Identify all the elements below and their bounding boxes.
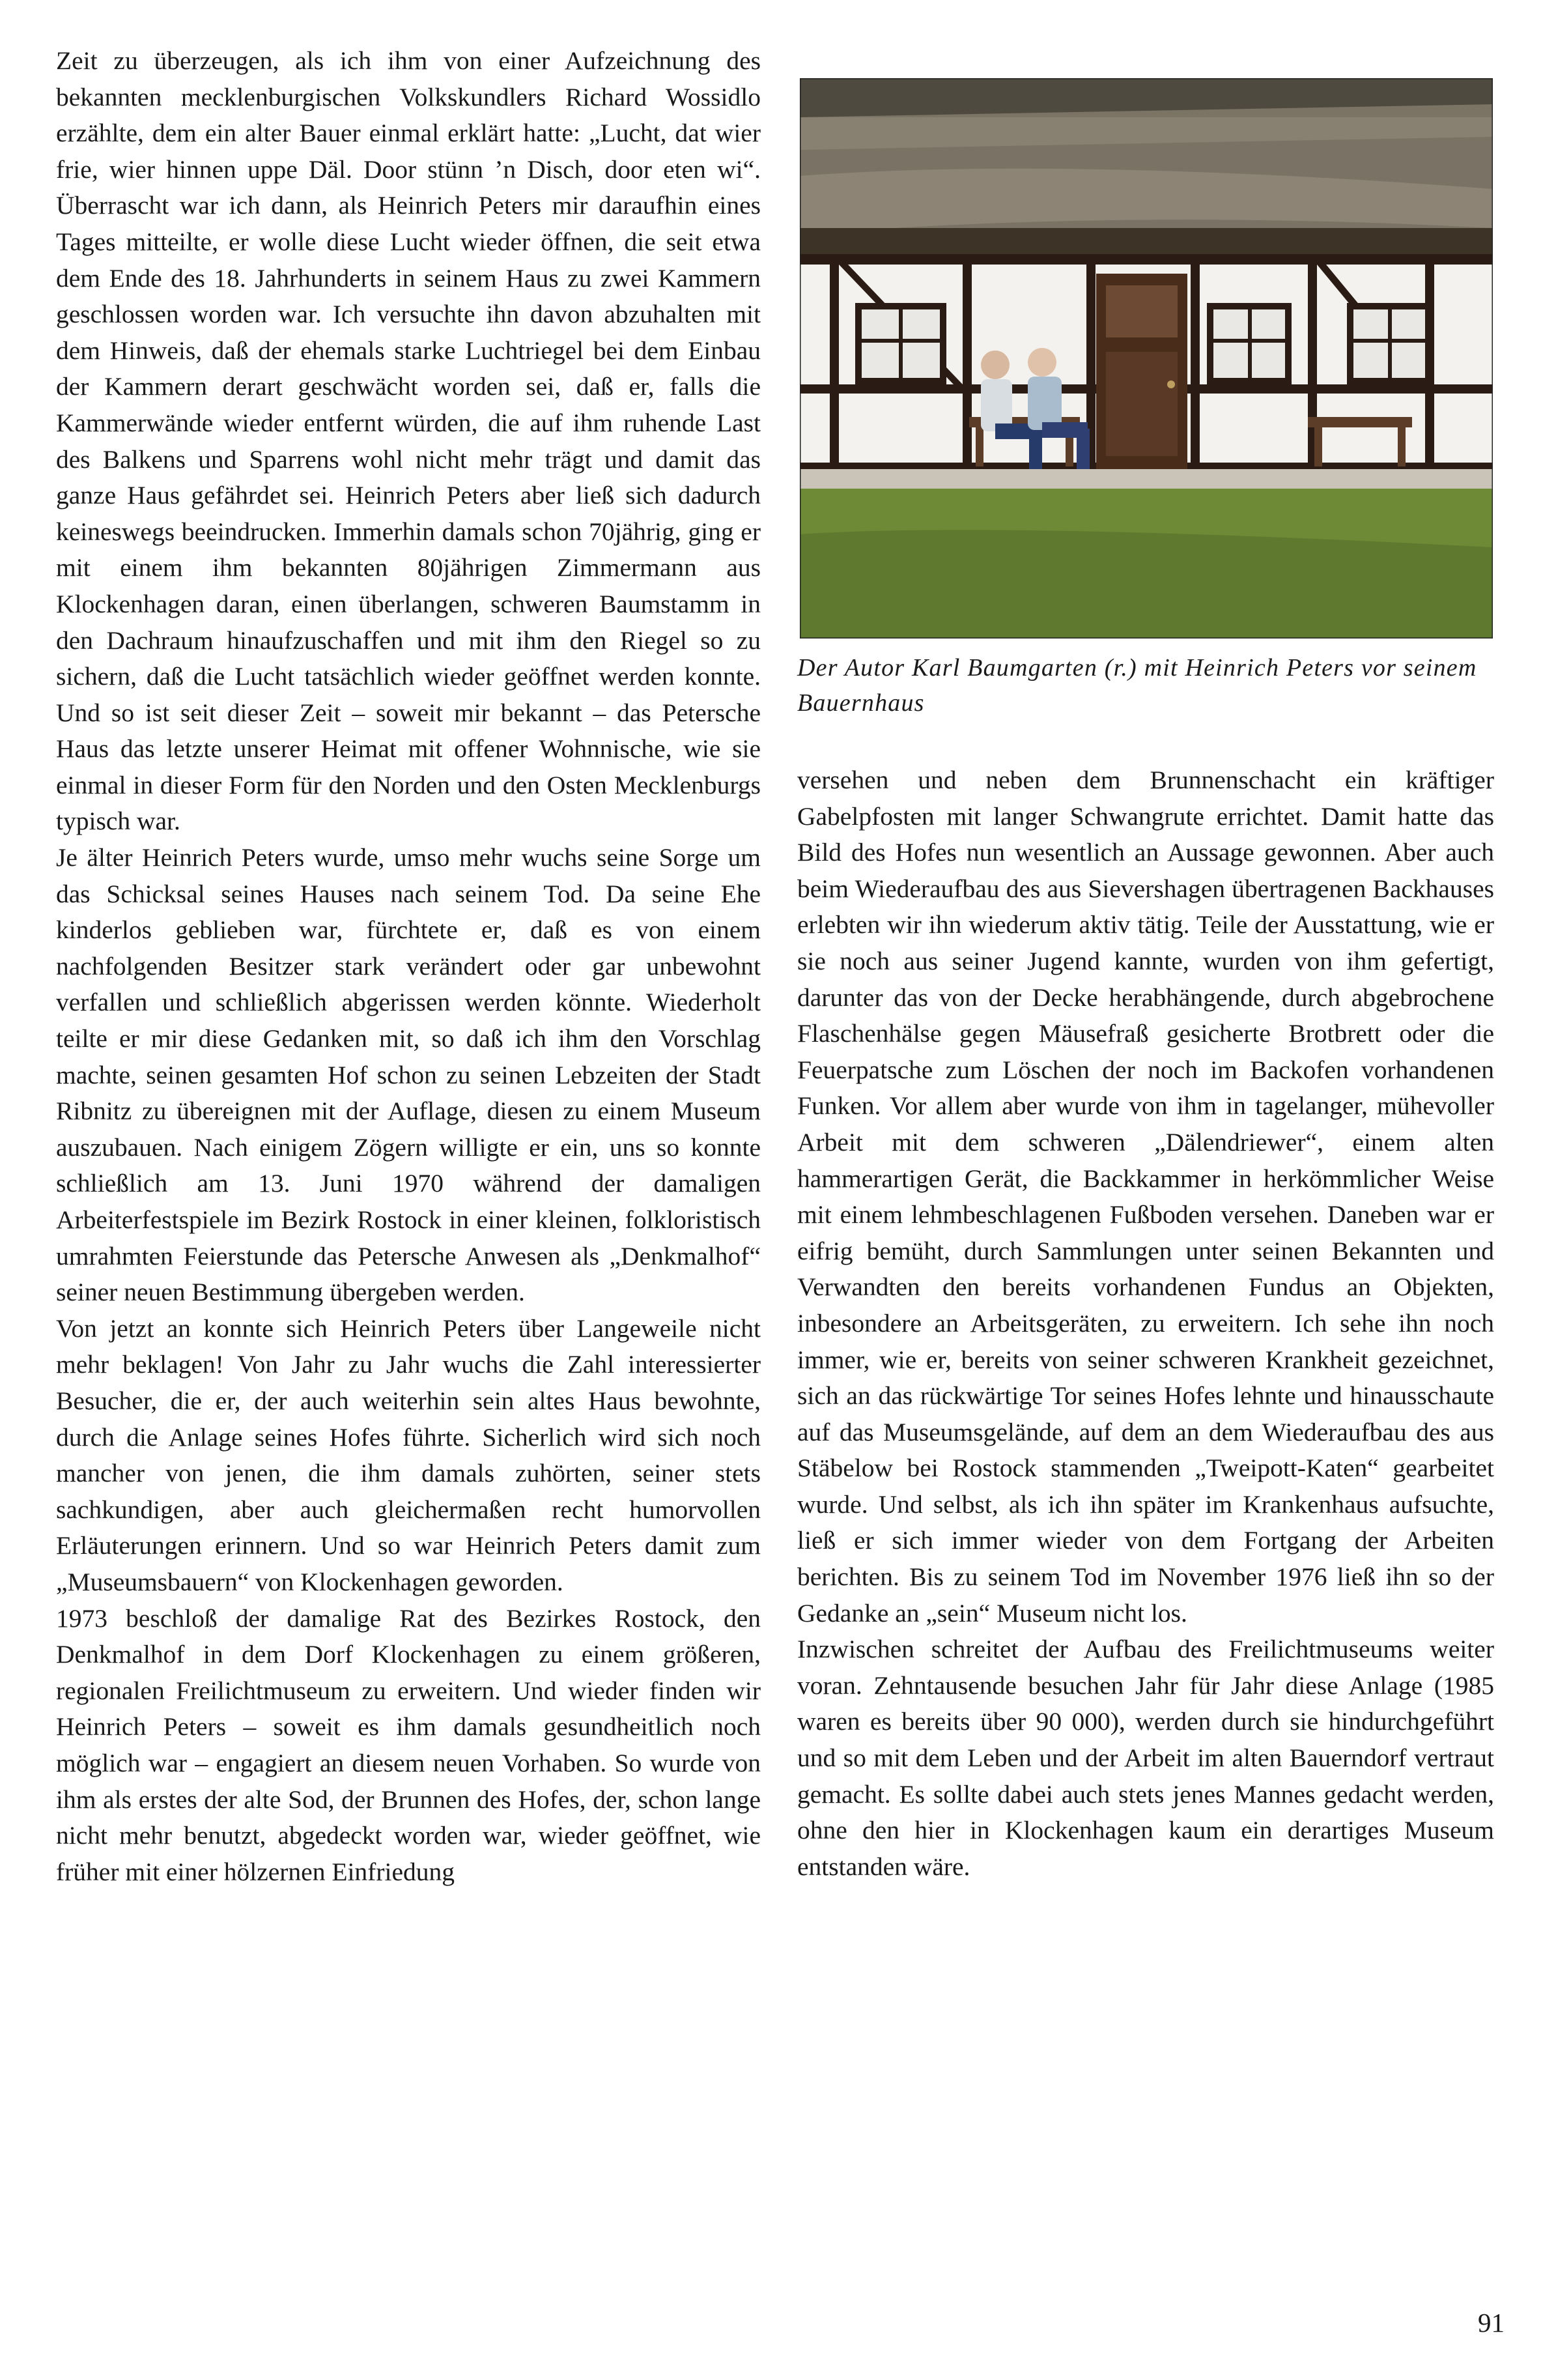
farmhouse-photo	[800, 78, 1493, 638]
paragraph: Inzwischen schreitet der Aufbau des Freilichtmuseums weiter voran. Zehntausende besuchen Jahr für Jahr diese Anlage (1985 waren es bereits über 90 000), werden durch sie hindurchgeführt und so mit dem Leben und der Arbeit im alten Bauerndorf vertraut gemacht. Es sollte dabei auch stets jenes Mannes gedacht werden, ohne den hier in Klockenhagen kaum ein derartiges Museum entstanden wäre.	[797, 1635, 1494, 1881]
paragraph: 1973 beschloß der damalige Rat des Bezirkes Rostock, den Denkmalhof in dem Dorf Klockenhagen zu einem größeren, regionalen Freilichtmuseum zu erweitern. Und wieder finden wir Heinrich Peters – soweit es ihm damals gesundheitlich noch möglich war – engagiert an diesem neuen Vorhaben. So wurde von ihm als erstes der alte Sod, der Brunnen des Hofes, der, schon lange nicht mehr benutzt, abgedeckt worden war, wieder geöffnet, wie früher mit einer hölzernen Einfriedung	[56, 1603, 761, 1886]
window-middle	[1207, 303, 1292, 384]
page-number: 91	[1478, 2308, 1505, 2338]
window-left	[855, 303, 946, 384]
window-right	[1347, 303, 1432, 384]
paragraph: Von jetzt an konnte sich Heinrich Peters über Langeweile nicht mehr beklagen! Von Jahr zu Jahr wuchs die Zahl interessierter Besucher, die er, der auch weiterhin sein altes Haus bewohnte, durch die Anlage seines Hofes führte. Sicherlich wird sich noch mancher von jenen, die ihm damals zuhörten, seiner stets sachkundigen, aber auch gleichermaßen recht humorvollen Erläuterungen erinnern. Und so war Heinrich Peters damit zum „Museumsbauern“ von Klockenhagen geworden.	[56, 1313, 761, 1596]
paragraph: versehen und neben dem Brunnenschacht ein kräftiger Gabelpfosten mit langer Schwangrute errichtet. Damit hatte das Bild des Hofes nun wesentlich an Aussage gewonnen. Aber auch beim Wiederaufbau des aus Sievershagen übertragenen Backhauses erlebten wir ihn wiederum aktiv tätig. Teile der Ausstattung, wie er sie noch aus seiner Jugend kannte, wurden von ihm gefertigt, darunter das von der Decke herabhängende, durch abgebrochene Flaschenhälse gegen Mäusefraß gesicherte Brotbrett oder die Feuerpatsche zum Löschen der noch im Backofen vorhandenen Funken. Vor allem aber wurde von ihm in tagelanger, mühevoller Arbeit mit dem schweren „Dälendriewer“, einem alten hammerartigen Gerät, die Backkammer in herkömmlicher Weise mit einem lehmbeschlagenen Fußboden versehen. Daneben war er eifrig bemüht, durch Sammlungen unter seinen Bekannten und Verwandten den bereits vorhandenen Fundus an Objekten, inbesondere an Arbeitsgeräten, zu erweitern. Ich sehe ihn noch immer, wie er, bereits von seiner schweren Krankheit gezeichnet, sich an das rückwärtige Tor seines Hofes lehnte und hinausschaute auf das Museumsgelände, auf dem an dem Wiederaufbau des aus Stäbelow bei Rostock stammenden „Tweipott-Katen“ gearbeitet wurde. Und selbst, als ich ihn später im Krankenhaus aufsuchte, ließ er sich immer wieder von dem Fortgang der Arbeiten berichten. Bis zu seinem Tod im November 1976 ließ ihn so der Gedanke an „sein“ Museum nicht los.	[797, 766, 1494, 1627]
photo-caption: Der Autor Karl Baumgarten (r.) mit Heinrich Peters vor seinem Bauernhaus	[797, 654, 1477, 717]
right-text-column	[797, 762, 1494, 1885]
paragraph: Zeit zu überzeugen, als ich ihm von einer Aufzeichnung des bekannten mecklenburgischen Volkskundlers Richard Wossidlo erzählte, dem ein alter Bauer einmal erklärt hatte: „Lucht, dat wier frie, wier hinnen uppe Däl. Door stünn ’n Disch, door eten wi“. Überrascht war ich dann, als Heinrich Peters mir daraufhin eines Tages mitteilte, er wolle diese Lucht wieder öffnen, die seit etwa dem Ende des 18. Jahrhunderts in seinem Haus zu zwei Kammern geschlossen worden war. Ich versuchte ihn davon abzuhalten mit dem Hinweis, daß der ehemals starke Luchtriegel bei dem Einbau der Kammern derart geschwächt worden sei, daß er, falls die Kammerwände wieder entfernt würden, die auf ihm ruhende Last des Balkens und Sparrens wohl nicht mehr trägt und damit das ganze Haus gefährdet sei. Heinrich Peters aber ließ sich dadurch keineswegs beeindrucken. Immerhin damals schon 70jährig, ging er mit einem ihm bekannten 80jährigen Zimmermann aus Klockenhagen daran, einen überlangen, schweren Baumstamm in den Dachraum hinaufzuschaffen und mit ihm den Riegel so zu sichern, daß die Lucht tatsächlich wieder geöffnet werden konnte. Und so ist seit dieser Zeit – soweit mir bekannt – das Petersche Haus das letzte unserer Heimat mit offener Wohnnische, wie sie einmal in dieser Form für den Norden und den Osten Mecklenburgs typisch war.	[56, 46, 761, 836]
left-text-column	[56, 43, 761, 1890]
door	[1096, 274, 1187, 469]
paragraph: Je älter Heinrich Peters wurde, umso mehr wuchs seine Sorge um das Schicksal seines Hauses nach seinem Tod. Da seine Ehe kinderlos geblieben war, fürchtete er, daß es von einem nachfolgenden Besitzer stark verändert oder gar unbewohnt verfallen und schließlich abgerissen werden könnte. Wiederholt teilte er mir diese Gedanken mit, so daß ich ihm den Vorschlag machte, seinen gesamten Hof schon zu seinen Lebzeiten der Stadt Ribnitz zu übereignen mit der Auflage, diesen zu einem Museum auszubauen. Nach einigem Zögern willigte er ein, uns so konnte schließlich am 13. Juni 1970 während der damaligen Arbeiterfestspiele im Bezirk Rostock in einer kleinen, folkloristisch umrahmten Feierstunde das Petersche Anwesen als „Denkmalhof“ seiner neuen Bestimmung übergeben werden.	[56, 843, 761, 1307]
